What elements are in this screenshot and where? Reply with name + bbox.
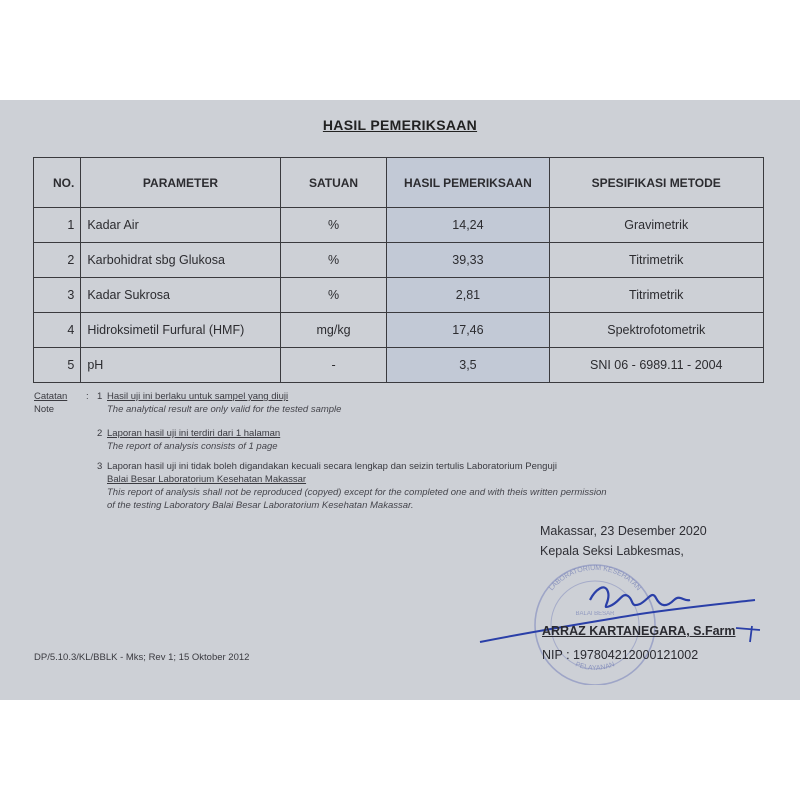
table-row xyxy=(34,313,764,348)
note-text-en-cont: of the testing Laboratory Balai Besar Laboratorium Kesehatan Makassar. xyxy=(107,500,414,511)
note-text-id-cont: Balai Besar Laboratorium Kesehatan Makassar xyxy=(107,474,307,485)
cell-satuan: % xyxy=(280,243,387,278)
cell-metode: Spektrofotometrik xyxy=(549,313,764,348)
cell-hasil: 2,81 xyxy=(387,278,549,313)
note-text-en: The analytical result are only valid for the tested sample xyxy=(107,404,342,415)
note-text-id: Hasil uji ini berlaku untuk sampel yang diuji xyxy=(107,391,289,402)
note-number: 2 xyxy=(97,428,103,439)
notes-label-id: Catatan xyxy=(34,391,68,402)
header-parameter: PARAMETER xyxy=(81,158,280,208)
header-satuan: SATUAN xyxy=(280,158,387,208)
document-reference: DP/5.10.3/KL/BBLK - Mks; Rev 1; 15 Oktober 2012 xyxy=(34,652,250,663)
table-row xyxy=(34,208,764,243)
cell-no: 1 xyxy=(34,208,81,243)
cell-parameter: pH xyxy=(81,348,280,383)
note-text-id: Laporan hasil uji ini tidak boleh digandakan kecuali secara lengkap dan seizin tertulis Laboratorium Penguji xyxy=(107,461,557,472)
signature-block xyxy=(540,521,707,561)
cell-parameter: Hidroksimetil Furfural (HMF) xyxy=(81,313,280,348)
cell-hasil: 3,5 xyxy=(387,348,549,383)
cell-satuan: mg/kg xyxy=(280,313,387,348)
note-text-en: The report of analysis consists of 1 page xyxy=(107,441,278,452)
cell-parameter: Karbohidrat sbg Glukosa xyxy=(81,243,280,278)
header-metode: SPESIFIKASI METODE xyxy=(549,158,764,208)
notes-label-en: Note xyxy=(34,404,55,415)
cell-parameter: Kadar Sukrosa xyxy=(81,278,280,313)
table-row xyxy=(34,243,764,278)
cell-metode: Titrimetrik xyxy=(549,243,764,278)
cell-satuan: % xyxy=(280,278,387,313)
cell-hasil: 39,33 xyxy=(387,243,549,278)
stamp-text-center: BALAI BESAR xyxy=(575,611,615,617)
header-no: NO. xyxy=(34,158,81,208)
cell-no: 4 xyxy=(34,313,81,348)
notes-colon: : xyxy=(86,391,89,402)
note-text-en: This report of analysis shall not be reproduced (copyed) except for the completed one and with theis written permission xyxy=(107,487,607,498)
cell-no: 2 xyxy=(34,243,81,278)
cell-metode: SNI 06 - 6989.11 - 2004 xyxy=(549,348,764,383)
place-date: Makassar, 23 Desember 2020 xyxy=(540,524,707,538)
cell-metode: Titrimetrik xyxy=(549,278,764,313)
table-row xyxy=(34,348,764,383)
report-sheet xyxy=(0,100,800,700)
note-number: 3 xyxy=(97,461,103,472)
results-table xyxy=(33,157,764,383)
handwritten-signature xyxy=(470,570,770,660)
signer-nip: NIP : 197804212000121002 xyxy=(542,648,699,662)
report-title: HASIL PEMERIKSAAN xyxy=(322,117,478,133)
signer-name: ARRAZ KARTANEGARA, S.Farm xyxy=(542,624,736,638)
cell-metode: Gravimetrik xyxy=(549,208,764,243)
cell-satuan: - xyxy=(280,348,387,383)
note-text-id: Laporan hasil uji ini terdiri dari 1 halaman xyxy=(107,428,281,439)
svg-text:PELAYANAN xyxy=(574,661,615,672)
signer-position: Kepala Seksi Labkesmas, xyxy=(540,544,684,558)
note-number: 1 xyxy=(97,391,103,402)
table-header-row xyxy=(34,158,764,208)
stamp-text-bottom: PELAYANAN xyxy=(574,661,616,672)
cell-satuan: % xyxy=(280,208,387,243)
table-row xyxy=(34,278,764,313)
cell-parameter: Kadar Air xyxy=(81,208,280,243)
cell-no: 5 xyxy=(34,348,81,383)
cell-hasil: 14,24 xyxy=(387,208,549,243)
cell-hasil: 17,46 xyxy=(387,313,549,348)
stamp-text-top: LABORATORIUM KESEHATAN xyxy=(548,564,642,593)
header-hasil: HASIL PEMERIKSAAN xyxy=(387,158,549,208)
cell-no: 3 xyxy=(34,278,81,313)
